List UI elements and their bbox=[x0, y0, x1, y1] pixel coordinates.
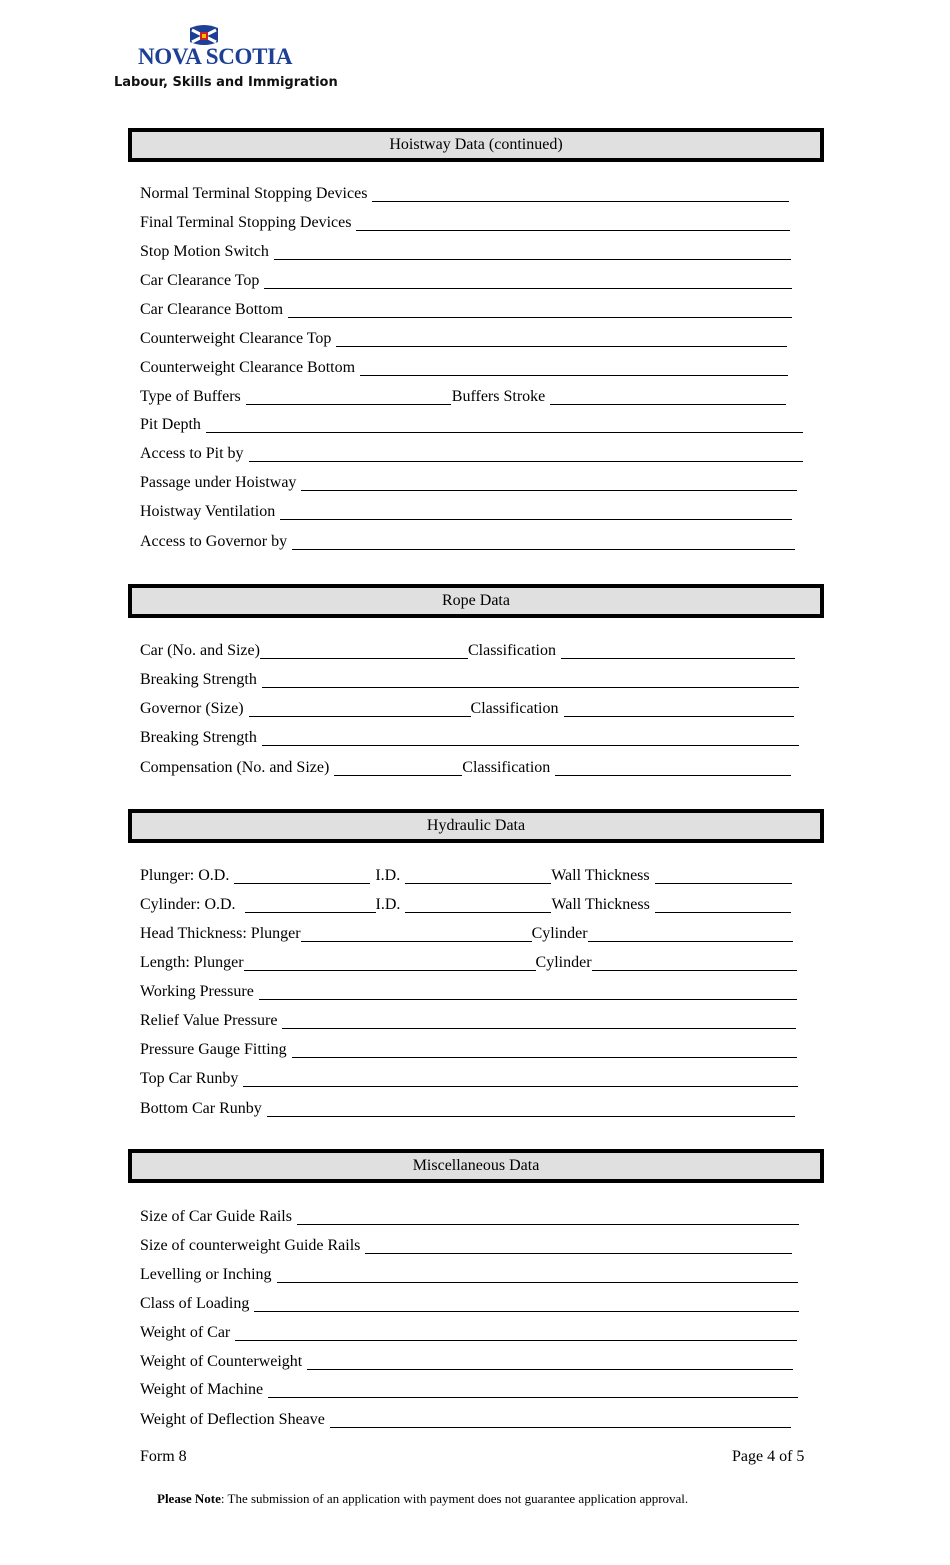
form-number: Form 8 bbox=[140, 1448, 187, 1465]
cylinder-od-input[interactable] bbox=[245, 897, 376, 913]
weight-machine-input[interactable] bbox=[268, 1382, 798, 1398]
weight-car-input[interactable] bbox=[235, 1325, 797, 1341]
field-car-clearance-bottom bbox=[140, 300, 792, 320]
field-ventilation bbox=[140, 502, 792, 522]
field-stop-motion bbox=[140, 242, 791, 262]
field-label: Car Clearance Bottom bbox=[140, 301, 284, 318]
weight-sheave-input[interactable] bbox=[330, 1412, 791, 1428]
field-label: Type of Buffers bbox=[140, 388, 241, 405]
normal-terminal-input[interactable] bbox=[372, 186, 789, 202]
note-text: : The submission of an application with payment does not guarantee application approval. bbox=[220, 1491, 689, 1506]
field-access-governor bbox=[140, 532, 795, 552]
field-label: Head Thickness: Plunger bbox=[140, 925, 301, 942]
field-label: Access to Governor by bbox=[140, 533, 288, 550]
field-weight-car bbox=[140, 1323, 797, 1343]
field-weight-sheave bbox=[140, 1410, 791, 1430]
field-cw-rails bbox=[140, 1236, 792, 1256]
ventilation-input[interactable] bbox=[280, 504, 792, 520]
field-weight-machine bbox=[140, 1380, 798, 1400]
field-label: Normal Terminal Stopping Devices bbox=[140, 185, 368, 202]
plunger-id-input[interactable] bbox=[405, 868, 551, 884]
compensation-classification-input[interactable] bbox=[555, 760, 791, 776]
field-label: Top Car Runby bbox=[140, 1070, 239, 1087]
field-car-rope bbox=[140, 641, 795, 661]
field-label: Levelling or Inching bbox=[140, 1266, 272, 1283]
field-access-pit bbox=[140, 444, 803, 464]
cylinder-id-input[interactable] bbox=[405, 897, 551, 913]
cw-clearance-top-input[interactable] bbox=[336, 331, 787, 347]
governor-rope-input[interactable] bbox=[249, 701, 471, 717]
field-plunger bbox=[140, 866, 792, 886]
field-label: Bottom Car Runby bbox=[140, 1100, 262, 1117]
field-label: Final Terminal Stopping Devices bbox=[140, 214, 352, 231]
field-label: Relief Value Pressure bbox=[140, 1012, 278, 1029]
head-plunger-input[interactable] bbox=[301, 926, 532, 942]
length-cylinder-input[interactable] bbox=[592, 955, 797, 971]
field-label: Length: Plunger bbox=[140, 954, 244, 971]
compensation-input[interactable] bbox=[334, 760, 462, 776]
loading-input[interactable] bbox=[254, 1296, 799, 1312]
field-label: Classification bbox=[467, 642, 556, 659]
disclaimer-note bbox=[157, 1491, 688, 1507]
plunger-od-input[interactable] bbox=[234, 868, 370, 884]
field-breaking-strength-2 bbox=[140, 728, 799, 748]
working-pressure-input[interactable] bbox=[259, 984, 797, 1000]
field-label: Size of counterweight Guide Rails bbox=[140, 1237, 361, 1254]
field-label: Breaking Strength bbox=[140, 671, 257, 688]
field-label: Car (No. and Size) bbox=[140, 642, 260, 659]
access-pit-input[interactable] bbox=[249, 446, 803, 462]
brand-name: NOVA SCOTIA bbox=[138, 44, 293, 69]
car-clearance-top-input[interactable] bbox=[264, 273, 792, 289]
field-label: Buffers Stroke bbox=[451, 388, 546, 405]
field-buffers bbox=[140, 387, 786, 407]
field-head-thickness bbox=[140, 924, 793, 944]
breaking-strength-1-input[interactable] bbox=[262, 672, 799, 688]
weight-cw-input[interactable] bbox=[307, 1354, 793, 1370]
field-top-runby bbox=[140, 1069, 798, 1089]
field-label: Wall Thickness bbox=[551, 896, 650, 913]
page-number: Page 4 of 5 bbox=[732, 1448, 805, 1465]
car-rope-classification-input[interactable] bbox=[561, 643, 795, 659]
field-loading bbox=[140, 1294, 799, 1314]
field-label: Breaking Strength bbox=[140, 729, 257, 746]
field-label: Counterweight Clearance Top bbox=[140, 330, 332, 347]
car-rope-input[interactable] bbox=[260, 643, 468, 659]
field-relief-pressure bbox=[140, 1011, 796, 1031]
field-normal-terminal bbox=[140, 184, 789, 204]
field-weight-cw bbox=[140, 1352, 793, 1372]
field-label: Pressure Gauge Fitting bbox=[140, 1041, 287, 1058]
cw-rails-input[interactable] bbox=[365, 1238, 792, 1254]
top-runby-input[interactable] bbox=[243, 1071, 798, 1087]
department-name: Labour, Skills and Immigration bbox=[114, 75, 338, 90]
field-label: Weight of Car bbox=[140, 1324, 231, 1341]
field-label: I.D. bbox=[375, 896, 401, 913]
field-label: Hoistway Ventilation bbox=[140, 503, 276, 520]
field-label: Class of Loading bbox=[140, 1295, 250, 1312]
field-label: Cylinder bbox=[531, 925, 588, 942]
gauge-fitting-input[interactable] bbox=[292, 1042, 797, 1058]
field-cw-clearance-top bbox=[140, 329, 787, 349]
field-label: Weight of Counterweight bbox=[140, 1353, 303, 1370]
note-label: Please Note bbox=[157, 1491, 221, 1506]
passage-input[interactable] bbox=[301, 475, 797, 491]
field-label: Compensation (No. and Size) bbox=[140, 759, 330, 776]
field-label: Working Pressure bbox=[140, 983, 254, 1000]
final-terminal-input[interactable] bbox=[356, 215, 790, 231]
length-plunger-input[interactable] bbox=[244, 955, 536, 971]
field-breaking-strength-1 bbox=[140, 670, 799, 690]
field-label: Weight of Deflection Sheave bbox=[140, 1411, 325, 1428]
levelling-input[interactable] bbox=[277, 1267, 798, 1283]
field-label: Counterweight Clearance Bottom bbox=[140, 359, 356, 376]
field-cw-clearance-bottom bbox=[140, 358, 788, 378]
field-label: Passage under Hoistway bbox=[140, 474, 297, 491]
section-title-rope: Rope Data bbox=[128, 584, 824, 618]
plunger-wall-input[interactable] bbox=[655, 868, 792, 884]
field-label: Wall Thickness bbox=[551, 867, 650, 884]
nova-scotia-logo bbox=[110, 22, 340, 97]
section-title-hydraulic: Hydraulic Data bbox=[128, 809, 824, 843]
field-label: Governor (Size) bbox=[140, 700, 244, 717]
field-label: Size of Car Guide Rails bbox=[140, 1208, 292, 1225]
field-label: I.D. bbox=[375, 867, 401, 884]
head-cylinder-input[interactable] bbox=[588, 926, 793, 942]
cw-clearance-bottom-input[interactable] bbox=[360, 360, 788, 376]
field-label: Stop Motion Switch bbox=[140, 243, 269, 260]
relief-pressure-input[interactable] bbox=[282, 1013, 796, 1029]
access-governor-input[interactable] bbox=[292, 534, 795, 550]
bottom-runby-input[interactable] bbox=[267, 1101, 795, 1117]
buffers-stroke-input[interactable] bbox=[550, 389, 786, 405]
field-label: Plunger: O.D. bbox=[140, 867, 230, 884]
stop-motion-input[interactable] bbox=[274, 244, 791, 260]
field-label: Classification bbox=[462, 759, 551, 776]
field-final-terminal bbox=[140, 213, 790, 233]
field-label: Cylinder: O.D. bbox=[140, 896, 236, 913]
section-title-hoistway: Hoistway Data (continued) bbox=[128, 128, 824, 162]
car-clearance-bottom-input[interactable] bbox=[288, 302, 792, 318]
field-label: Cylinder bbox=[535, 954, 592, 971]
field-bottom-runby bbox=[140, 1099, 795, 1119]
car-rails-input[interactable] bbox=[297, 1209, 799, 1225]
governor-classification-input[interactable] bbox=[564, 701, 794, 717]
field-label: Pit Depth bbox=[140, 416, 201, 433]
field-passage bbox=[140, 473, 797, 493]
field-gauge-fitting bbox=[140, 1040, 797, 1060]
field-label: Weight of Machine bbox=[140, 1381, 264, 1398]
field-label: Access to Pit by bbox=[140, 445, 244, 462]
field-car-clearance-top bbox=[140, 271, 792, 291]
section-title-misc: Miscellaneous Data bbox=[128, 1149, 824, 1183]
field-levelling bbox=[140, 1265, 798, 1285]
field-compensation bbox=[140, 758, 791, 778]
field-car-rails bbox=[140, 1207, 799, 1227]
breaking-strength-2-input[interactable] bbox=[262, 730, 799, 746]
field-pit-depth bbox=[140, 415, 803, 435]
field-label: Classification bbox=[470, 700, 559, 717]
cylinder-wall-input[interactable] bbox=[655, 897, 791, 913]
field-label: Car Clearance Top bbox=[140, 272, 260, 289]
field-cylinder bbox=[140, 895, 791, 915]
field-length bbox=[140, 953, 797, 973]
pit-depth-input[interactable] bbox=[206, 417, 803, 433]
type-buffers-input[interactable] bbox=[246, 389, 451, 405]
field-governor-rope bbox=[140, 699, 794, 719]
field-working-pressure bbox=[140, 982, 797, 1002]
